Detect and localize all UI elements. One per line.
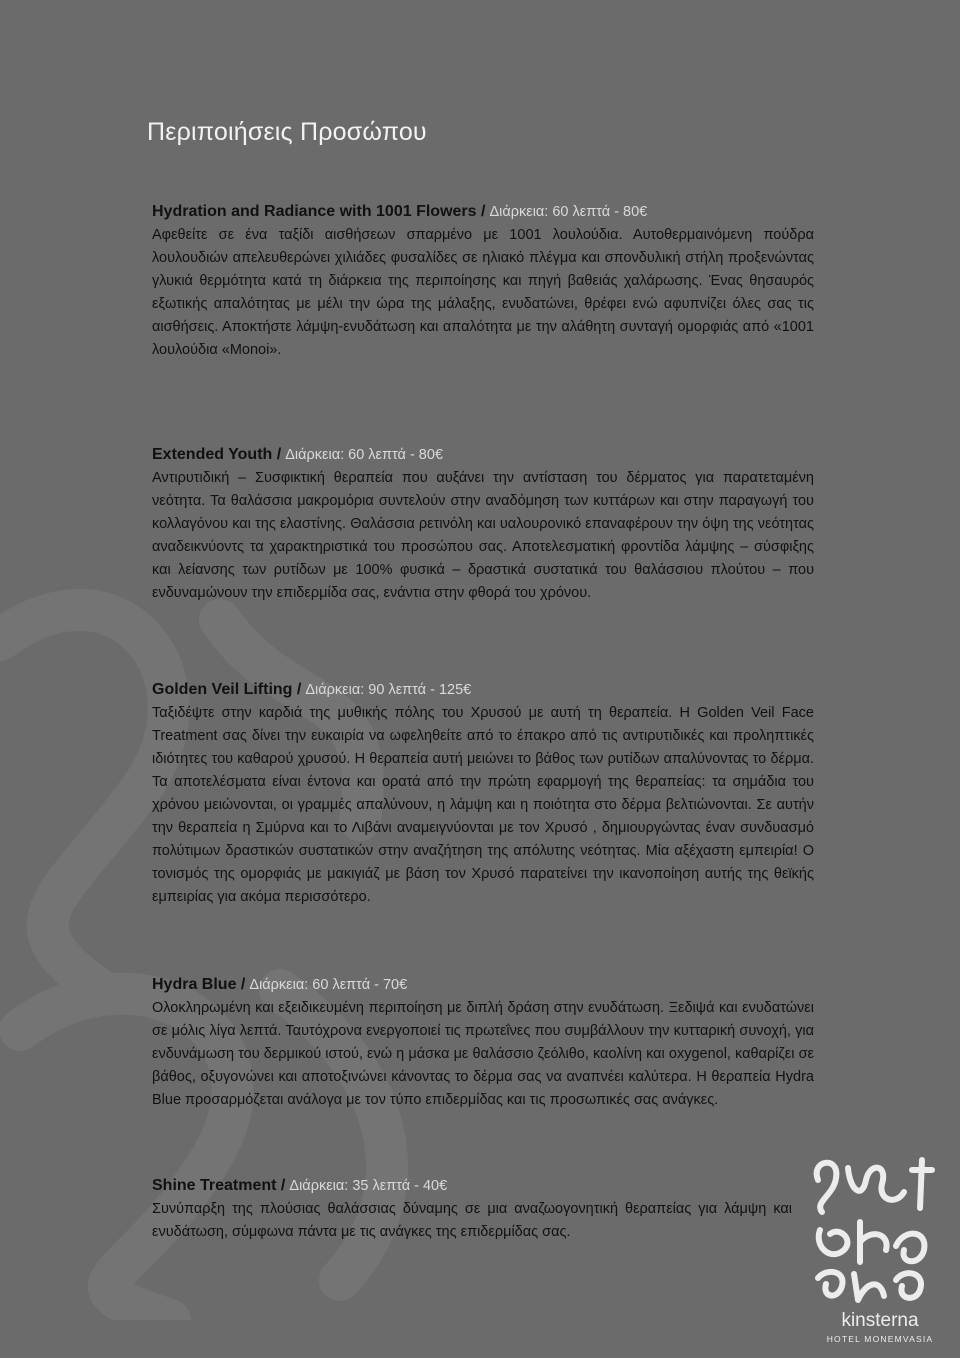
page-title: Περιποιήσεις Προσώπου <box>147 118 427 146</box>
treatment-heading <box>152 1174 792 1198</box>
treatment-name: Hydration and Radiance with 1001 Flowers / <box>152 203 486 220</box>
treatment-hydra-blue <box>152 973 814 1112</box>
kinsterna-logo <box>800 1150 960 1350</box>
treatment-duration: Διάρκεια: 60 λεπτά - 80€ <box>281 447 444 463</box>
treatment-description: Συνύπαρξη της πλούσιας θαλάσσιας δύναμης σε μια αναζωογονητική θεραπείας για λάμψη και ενυδάτωση, σύμφωνα πάντα με τις ανάγκες της επιδερμίδας σας. <box>152 1201 792 1240</box>
treatment-duration: Διάρκεια: 60 λεπτά - 80€ <box>485 204 648 220</box>
treatment-heading <box>152 443 814 467</box>
treatment-shine <box>152 1174 792 1244</box>
logo-brand-text: kinsterna <box>841 1310 919 1331</box>
treatment-hydration-radiance <box>152 200 814 362</box>
treatment-heading <box>152 200 814 224</box>
treatment-heading <box>152 678 814 702</box>
treatment-name: Extended Youth / <box>152 446 282 463</box>
logo-sub-text: HOTEL MONEMVASIA <box>826 1334 934 1344</box>
treatment-description: Ταξιδέψτε στην καρδιά της μυθικής πόλης του Χρυσού με αυτή τη θεραπεία. H Golden Veil Face Treatment σας δίνει την ευκαιρία να ωφεληθείτε από το έπακρο από τις αντιρυτιδικές και προληπτικές ιδιότητες του καθαρού χρυσού. Η θεραπεία αυτή μειώνει το βάθος των ρυτίδων απαλύνοντας το δέρμα. Τα αποτελέσματα είναι έντονα και ορατά από την πρώτη εφαρμογή της θεραπείας: τα σημάδια του χρόνου μειώνονται, οι γραμμές απαλύνουν, η λάμψη και η ποιότητα στο δέρμα βελτιώνονται. Σε αυτήν την θεραπεία η Σμύρνα και το Λιβάνι αναμειγνύονται με τον Χρυσό , δημιουργώντας έναν συνδυασμό πολύτιμων δραστικών συστατικών στην αναζήτηση της απόλυτης νεότητας. Μία αξέχαστη εμπειρία! Ο τονισμός της ομορφιάς με μακιγιάζ με βάση τον Χρυσό παρατείνει την ικανοποίηση αυτής της θεϊκής εμπειρίας για ακόμα περισσότερο. <box>152 705 814 905</box>
treatment-name: Golden Veil Lifting / <box>152 681 302 698</box>
treatment-golden-veil <box>152 678 814 909</box>
treatment-duration: Διάρκεια: 60 λεπτά - 70€ <box>245 977 408 993</box>
treatment-name: Hydra Blue / <box>152 976 246 993</box>
treatment-description: Αντιρυτιδική – Συσφικτική θεραπεία που αυξάνει την αντίσταση του δέρματος για παρατεταμένη νεότητα. Τα θαλάσσια μακρομόρια συντελούν στην αναδόμηση των κυττάρων και στην παραγωγή του κολλαγόνου και της ελαστίνης. Θαλάσσια ρετινόλη και υαλουρονικό επαναφέρουν την όψη της νεότητας αναδεικνύοντς τα χαρακτηριστικά του προσώπου σας. Αποτελεσματική φροντίδα λάμψης – σύσφιξης και λείανσης των ρυτίδων με 100% φυσικά – δραστικά συστατικά του θαλάσσιου πλούτου – που ενδυναμώνουν την επιδερμίδα σας, ενάντια στην φθορά του χρόνου. <box>152 470 814 601</box>
treatment-extended-youth <box>152 443 814 605</box>
treatment-name: Shine Treatment / <box>152 1177 286 1194</box>
treatment-description: Αφεθείτε σε ένα ταξίδι αισθήσεων σπαρμένο με 1001 λουλούδια. Αυτοθερμαινόμενη πούδρα λουλουδιών απελευθερώνει χιλιάδες φυσαλίδες σε ηλιακό πλέγμα και σπονδυλική στήλη προξενώντας γλυκιά θερμότητα κατά τη διάρκεια της περιποίησης και πηγή βαθειάς χαλάρωσης. Ένας θησαυρός εξωτικής απαλότητας με μέλι την ώρα της μάλαξης, ενυδατώνει, θρέφει ενώ αφυπνίζει όλες σας τις αισθήσεις. Αποκτήστε λάμψη-ενυδάτωση και απαλότητα με την αλάθητη συνταγή ομορφιάς από «1001 λουλούδια «Monoi». <box>152 227 814 358</box>
treatment-duration: Διάρκεια: 90 λεπτά - 125€ <box>301 682 472 698</box>
treatment-duration: Διάρκεια: 35 λεπτά - 40€ <box>285 1178 448 1194</box>
treatment-description: Ολοκληρωμένη και εξειδικευμένη περιποίηση με διπλή δράση στην ενυδάτωση. Ξεδιψά και ενυδατώνει σε μόλις λίγα λεπτά. Ταυτόχρονα ενεργοποιεί τις πρωτεΐνες που συμβάλλουν την κυτταρική συνοχή, για ενδυνάμωση του δερμικού ιστού, ενώ η μάσκα με θαλάσσιο ζεόλιθο, καολίνη και oxygenol, καθαρίζει σε βάθος, οξυγονώνει και αποτοξινώνει κάνοντας το δέρμα σας να αναπνέει καλύτερα. Η θεραπεία Hydra Blue προσαρμόζεται ανάλογα με τον τύπο επιδερμίδας και τις προσωπικές σας ανάγκες. <box>152 1000 814 1108</box>
treatment-heading <box>152 973 814 997</box>
